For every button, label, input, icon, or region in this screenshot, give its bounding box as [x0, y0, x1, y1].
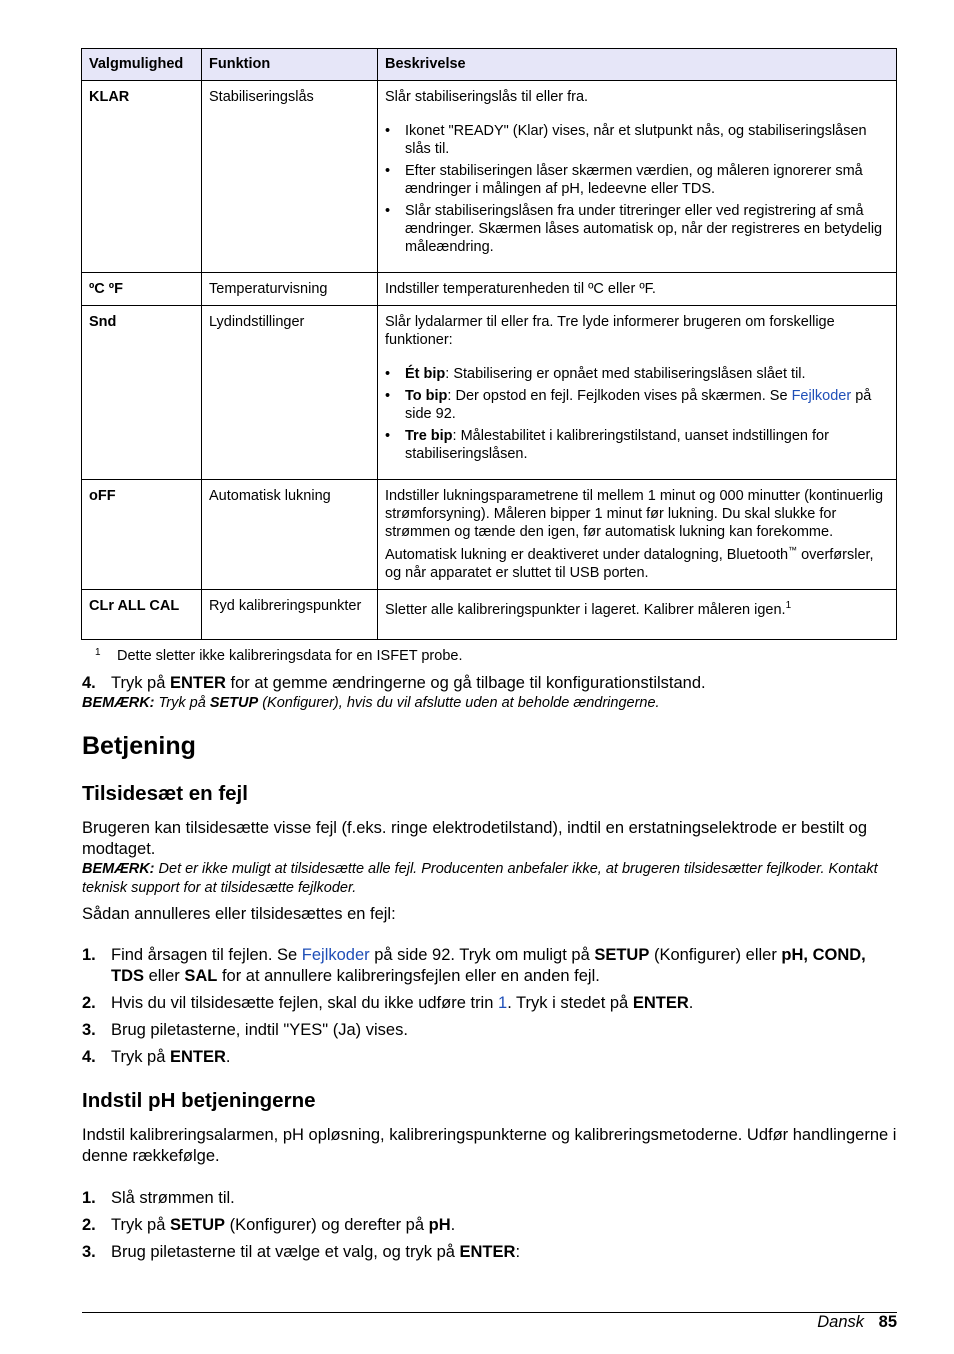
list-item: • Tre bip: Målestabilitet i kalibreringstilstand, uanset indstillingen for stabiliseringslåsen.	[385, 427, 889, 463]
list-item: • Ikonet "READY" (Klar) vises, når et slutpunkt nås, og stabiliseringslåsen slås til.	[385, 122, 889, 158]
option-cell: CLr ALL CAL	[82, 589, 202, 639]
step-item: 1. Slå strømmen til.	[82, 1189, 235, 1207]
step-item: 1. Find årsagen til fejlen. Se Fejlkoder på side 92. Tryk om muligt på SETUP (Konfigurer) eller pH, COND, TDS eller SAL for at annullere kalibreringsfejlen eller en anden fejl.	[82, 946, 866, 985]
table-row	[82, 273, 897, 306]
footnote-text: Dette sletter ikke kalibreringsdata for en ISFET probe.	[117, 648, 463, 664]
step-number: 3.	[82, 1243, 96, 1261]
description-cell	[378, 81, 897, 273]
page-heading: Betjening	[82, 732, 196, 760]
cross-reference-link[interactable]: 1	[498, 994, 508, 1012]
step-item: 3. Brug piletasterne til at vælge et valg, og tryk på ENTER:	[82, 1243, 521, 1261]
table-row	[82, 480, 897, 590]
header-function: Funktion	[202, 49, 378, 81]
section-paragraph: Brugeren kan tilsidesætte visse fejl (f.eks. ringe elektrodetilstand), indtil en erstatningselektrode er bestilt og modtaget. BEMÆRK: Det er ikke muligt at tilsidesætte alle fejl. Producenten anbefaler ikke, at brugeren tilsidesætter fejlkoder. Kontakt teknisk support for at tilsidesætte fejlkoder.	[82, 818, 897, 898]
options-table	[81, 48, 897, 640]
table-row	[82, 306, 897, 480]
step-item: 2. Tryk på SETUP (Konfigurer) og derefter på pH.	[82, 1216, 456, 1234]
section-intro: Sådan annulleres eller tilsidesættes en fejl:	[82, 905, 396, 923]
footnote-mark: 1	[95, 647, 101, 658]
step-number: 2.	[82, 994, 96, 1012]
footer-divider	[82, 1312, 897, 1313]
note: BEMÆRK: Det er ikke muligt at tilsidesætte alle fejl. Producenten anbefaler ikke, at brugeren tilsidesætter fejlkoder. Kontakt teknisk support for at tilsidesætte fejlkoder.	[82, 861, 878, 896]
footnote-ref: 1	[785, 599, 792, 611]
description-cell: Indstiller temperaturenheden til ºC eller ºF.	[378, 273, 897, 306]
description-intro: Slår lydalarmer til eller fra. Tre lyde informerer brugeren om forskellige funktioner:	[385, 314, 835, 348]
list-item: • Ét bip: Stabilisering er opnået med stabiliseringslåsen slået til.	[385, 365, 889, 383]
list-item: • Slår stabiliseringslåsen fra under titreringer eller ved registrering af små ændringer. Skærmen låses automatisk op, når der registreres en betydelig måleændring.	[385, 202, 889, 256]
option-cell: Snd	[82, 306, 202, 480]
step-number: 4.	[82, 674, 96, 692]
table-header-row	[82, 49, 897, 81]
function-cell: Automatisk lukning	[202, 480, 378, 590]
function-cell: Temperaturvisning	[202, 273, 378, 306]
step-number: 3.	[82, 1021, 96, 1039]
step-item: 4. Tryk på ENTER.	[82, 1048, 231, 1066]
page-footer	[817, 1313, 897, 1332]
page-number: 85	[878, 1313, 897, 1331]
list-item: • Efter stabiliseringen låser skærmen værdien, og måleren ignorerer små ændringer i målingen af pH, ledeevne eller TDS.	[385, 162, 889, 198]
description-cell: Sletter alle kalibreringspunkter i lageret. Kalibrer måleren igen.$^1$	[378, 589, 897, 639]
description-cell: Indstiller lukningsparametrene til mellem 1 minut og 000 minutter (kontinuerlig strømforsyning). Måleren bipper 1 minut før lukning. Du skal slukke for strømmen og tænde den igen, før automatisk lukning kan forekomme. Automatisk lukning er deaktiveret under datalogning, Bluetooth™ overførsler, og når apparatet er sluttet til USB porten.	[378, 480, 897, 590]
header-option: Valgmulighed	[82, 49, 202, 81]
table-row	[82, 589, 897, 639]
section-title: Indstil pH betjeningerne	[82, 1089, 316, 1112]
step-number: 4.	[82, 1048, 96, 1066]
bullet-list	[385, 122, 889, 256]
cross-reference-link[interactable]: Fejlkoder	[301, 946, 370, 964]
description-cell	[378, 306, 897, 480]
step-item: 2. Hvis du vil tilsidesætte fejlen, skal du ikke udføre trin 1. Tryk i stedet på ENTER.	[82, 994, 694, 1012]
step-number: 2.	[82, 1216, 96, 1234]
step-number: 1.	[82, 946, 96, 964]
step-number: 1.	[82, 1189, 96, 1207]
fejlkoder-link[interactable]: Fejlkoder	[791, 388, 852, 404]
step-4: 4. Tryk på ENTER for at gemme ændringerne og gå tilbage til konfigurationstilstand. BEMÆRK: Tryk på SETUP (Konfigurer), hvis du vil afslutte uden at beholde ændringerne.	[82, 673, 897, 713]
option-cell: KLAR	[82, 81, 202, 273]
description-intro: Slår stabiliseringslås til eller fra.	[385, 89, 589, 105]
table-row	[82, 81, 897, 273]
step-item: 3. Brug piletasterne, indtil "YES" (Ja) vises.	[82, 1021, 408, 1039]
bullet-list	[385, 365, 889, 463]
function-cell: Stabiliseringslås	[202, 81, 378, 273]
section-title: Tilsidesæt en fejl	[82, 782, 248, 805]
function-cell: Lydindstillinger	[202, 306, 378, 480]
function-cell: Ryd kalibreringspunkter	[202, 589, 378, 639]
section-paragraph: Indstil kalibreringsalarmen, pH opløsning, kalibreringspunkterne og kalibreringsmetoderne. Udfør handlingerne i denne rækkefølge.	[82, 1126, 897, 1165]
option-cell: oFF	[82, 480, 202, 590]
option-cell: ºC ºF	[82, 273, 202, 306]
list-item: • To bip: Der opstod en fejl. Fejlkoden vises på skærmen. Se Fejlkoder på side 92.	[385, 387, 889, 423]
footer-language: Dansk	[817, 1313, 865, 1331]
header-description: Beskrivelse	[378, 49, 897, 81]
note: BEMÆRK: Tryk på SETUP (Konfigurer), hvis du vil afslutte uden at beholde ændringerne.	[82, 695, 660, 711]
footnote	[95, 647, 463, 664]
